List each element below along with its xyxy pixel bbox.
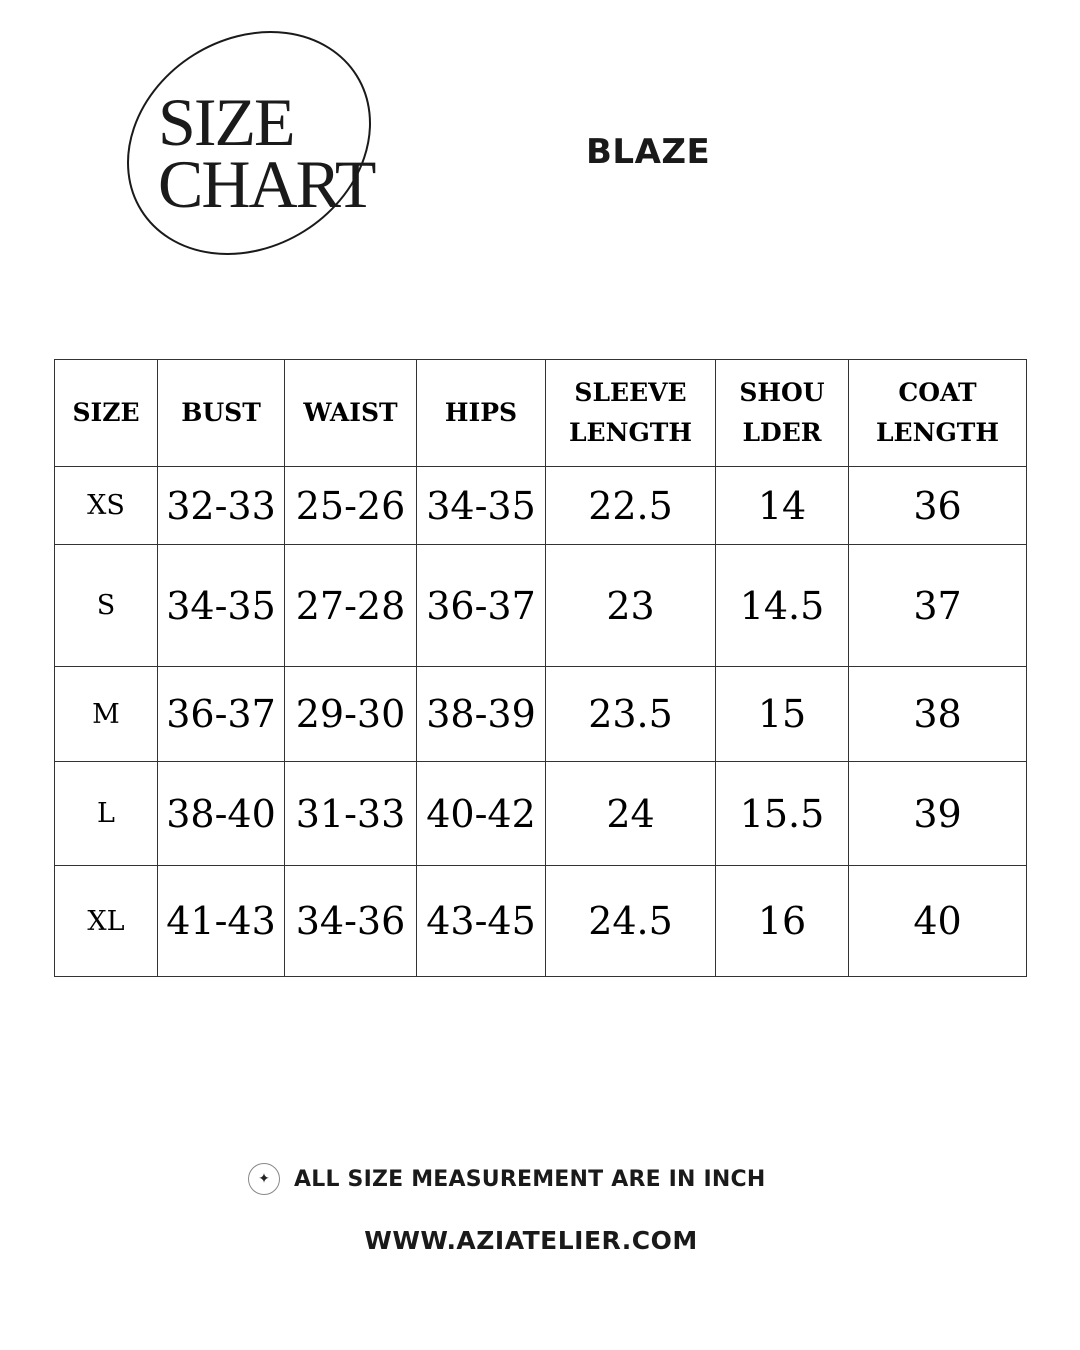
bust-cell: 38-40 <box>158 762 285 866</box>
hips-cell: 36-37 <box>417 545 546 667</box>
header-shoulder: SHOU LDER <box>716 360 849 467</box>
sparkle-icon: ✦ <box>248 1163 280 1195</box>
shoulder-cell: 14 <box>716 467 849 545</box>
logo-text-size: SIZE <box>158 84 294 160</box>
hips-cell: 38-39 <box>417 667 546 762</box>
header-sleeve-length: SLEEVE LENGTH <box>546 360 716 467</box>
bust-cell: 32-33 <box>158 467 285 545</box>
measurement-note-text: ALL SIZE MEASUREMENT ARE IN INCH <box>294 1166 766 1192</box>
header-coat-length: COAT LENGTH <box>849 360 1027 467</box>
bust-cell: 41-43 <box>158 866 285 977</box>
size-cell: L <box>55 762 158 866</box>
size-table <box>54 359 1027 977</box>
header-waist: WAIST <box>285 360 417 467</box>
shoulder-cell: 14.5 <box>716 545 849 667</box>
sleeve-length-cell: 22.5 <box>546 467 716 545</box>
size-cell: M <box>55 667 158 762</box>
sleeve-length-cell: 24 <box>546 762 716 866</box>
table-row <box>55 467 1027 545</box>
bust-cell: 34-35 <box>158 545 285 667</box>
measurement-note <box>248 1163 765 1195</box>
hips-cell: 34-35 <box>417 467 546 545</box>
table-row <box>55 667 1027 762</box>
header-bust: BUST <box>158 360 285 467</box>
size-cell: XL <box>55 866 158 977</box>
sleeve-length-cell: 24.5 <box>546 866 716 977</box>
size-cell: XS <box>55 467 158 545</box>
size-cell: S <box>55 545 158 667</box>
coat-length-cell: 36 <box>849 467 1027 545</box>
shoulder-cell: 16 <box>716 866 849 977</box>
coat-length-cell: 39 <box>849 762 1027 866</box>
header-size: SIZE <box>55 360 158 467</box>
table-row <box>55 762 1027 866</box>
header-hips: HIPS <box>417 360 546 467</box>
waist-cell: 25-26 <box>285 467 417 545</box>
shoulder-cell: 15 <box>716 667 849 762</box>
waist-cell: 27-28 <box>285 545 417 667</box>
coat-length-cell: 40 <box>849 866 1027 977</box>
waist-cell: 31-33 <box>285 762 417 866</box>
hips-cell: 43-45 <box>417 866 546 977</box>
bust-cell: 36-37 <box>158 667 285 762</box>
sleeve-length-cell: 23.5 <box>546 667 716 762</box>
sleeve-length-cell: 23 <box>546 545 716 667</box>
waist-cell: 29-30 <box>285 667 417 762</box>
shoulder-cell: 15.5 <box>716 762 849 866</box>
product-title: BLAZE <box>586 132 711 172</box>
size-chart-logo <box>112 28 387 260</box>
logo-text-chart: CHART <box>158 146 375 222</box>
table-row <box>55 866 1027 977</box>
table-row <box>55 545 1027 667</box>
hips-cell: 40-42 <box>417 762 546 866</box>
coat-length-cell: 38 <box>849 667 1027 762</box>
table-header-row <box>55 360 1027 467</box>
website-link[interactable]: WWW.AZIATELIER.COM <box>364 1226 698 1255</box>
waist-cell: 34-36 <box>285 866 417 977</box>
coat-length-cell: 37 <box>849 545 1027 667</box>
